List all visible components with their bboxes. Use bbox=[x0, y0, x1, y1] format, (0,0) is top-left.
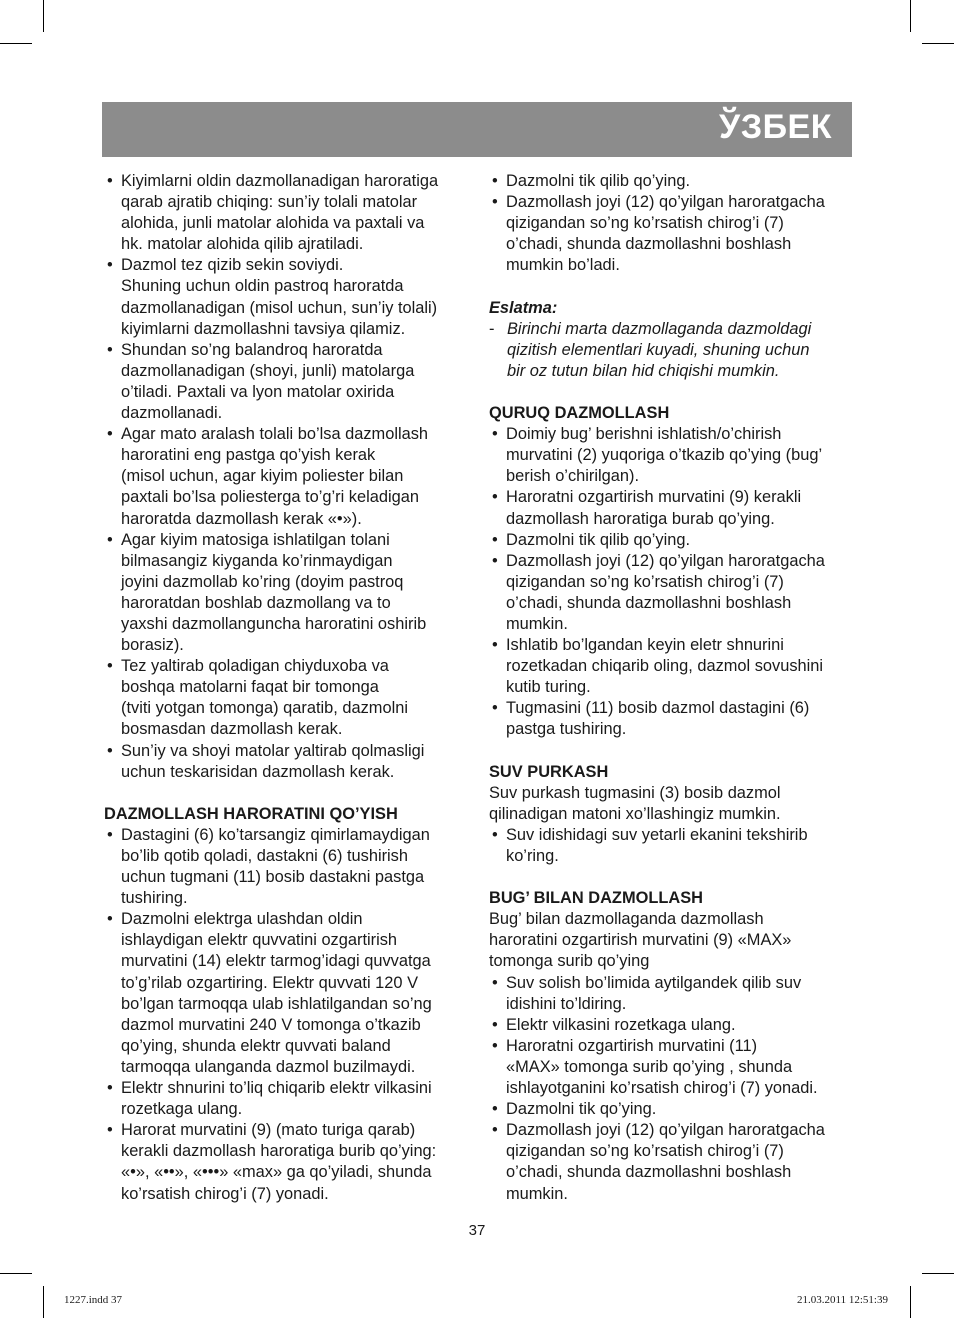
text-line: hk. matolar alohida qilib ajratiladi. bbox=[121, 235, 364, 254]
text-line: haroratda dazmollash kerak «•»). bbox=[121, 509, 362, 528]
text-line: • Harorat murvatini (9) (mato turiga qarab) bbox=[121, 1121, 416, 1140]
text-line: qilinadigan matoni xo’llashingiz mumkin. bbox=[489, 804, 781, 823]
text-line: qizigandan so’ng ko’rsatish chirog’i (7) bbox=[506, 572, 784, 591]
text-line: • Suv solish bo’limida aytilgandek qilib suv bbox=[506, 973, 802, 992]
text-line: berish o’chirilgan). bbox=[506, 467, 640, 486]
text-line: pastga tushiring. bbox=[506, 720, 627, 739]
steam-text bbox=[489, 909, 853, 972]
text-line: borasiz). bbox=[121, 636, 184, 655]
text-line: murvatini (14) elektr tarmog’idagi quvvatga bbox=[121, 952, 431, 971]
file-info: 1227.indd 37 bbox=[64, 1294, 123, 1306]
text-line: • Dastagini (6) ko’tarsangiz qimirlamaydigan bbox=[121, 825, 430, 844]
text-line: o’chadi, shunda dazmollashni boshlash bbox=[506, 235, 792, 254]
text-line: • Dazmollash joyi (12) qo’yilgan haroratgacha bbox=[506, 1121, 825, 1140]
text-line: dazmollanadigan (shoyi, junli) matolarga bbox=[121, 361, 415, 380]
text-line: boshqa matolarni faqat bir tomonga bbox=[121, 678, 379, 697]
text-line: dazmollanadi. bbox=[121, 404, 223, 423]
text-line: - Birinchi marta dazmollaganda dazmoldagi bbox=[507, 319, 812, 338]
print-timestamp: 21.03.2011 12:51:39 bbox=[797, 1294, 888, 1306]
text-line: • Shundan so’ng balandroq haroratda bbox=[121, 340, 383, 359]
text-line: • Sun’iy va shoyi matolar yaltirab qolmasligi bbox=[121, 741, 425, 760]
left-column bbox=[104, 171, 466, 1205]
list-item bbox=[104, 825, 466, 909]
list-item bbox=[489, 1015, 853, 1036]
list-item bbox=[104, 1120, 466, 1204]
text-line: ishlayotganini ko’rsatish chirog’i (7) yonadi. bbox=[506, 1079, 818, 1098]
text-line: alohida, junli matolar alohida va paxtali va bbox=[121, 214, 425, 233]
list-item bbox=[489, 319, 853, 382]
text-line: (misol uchun, agar kiyim poliester bilan bbox=[121, 467, 404, 486]
text-line: bilmasangiz kiyganda ko’rinmaydigan bbox=[121, 551, 393, 570]
text-line: • Elektr shnurini to’liq chiqarib elektr vilkasini bbox=[121, 1079, 432, 1098]
temperature-list bbox=[104, 825, 466, 1205]
text-line: idishini to’ldiring. bbox=[506, 994, 627, 1013]
dry-list bbox=[489, 424, 853, 740]
list-item bbox=[489, 1120, 853, 1204]
list-item bbox=[489, 1036, 853, 1099]
list-item bbox=[489, 424, 853, 487]
list-item bbox=[489, 698, 853, 740]
text-line: «MAX» tomonga surib qo’ying , shunda bbox=[506, 1057, 793, 1076]
text-line: • Dazmollash joyi (12) qo’yilgan haroratgacha bbox=[506, 193, 825, 212]
list-item bbox=[104, 424, 466, 529]
text-line: • Agar mato aralash tolali bo’lsa dazmollash bbox=[121, 425, 429, 444]
section-heading-spray: SUV PURKASH bbox=[489, 762, 609, 781]
note-heading: Eslatma: bbox=[489, 298, 558, 317]
list-item bbox=[104, 171, 466, 255]
list-item bbox=[104, 530, 466, 657]
text-line: • Dazmolni tik qo’ying. bbox=[506, 1100, 657, 1119]
steam-list bbox=[489, 973, 853, 1205]
text-line: haroratini ozgartirish murvatini (9) «MAX» bbox=[489, 931, 792, 950]
crop-mark bbox=[922, 43, 954, 44]
text-line: • Kiyimlarni oldin dazmollanadigan haroratiga bbox=[121, 172, 439, 190]
text-line: Shuning uchun oldin pastroq haroratda bbox=[121, 277, 404, 296]
section-heading-dry: QURUQ DAZMOLLASH bbox=[489, 404, 670, 423]
list-item bbox=[489, 973, 853, 1015]
crop-mark bbox=[922, 1273, 954, 1274]
text-line: • Tez yaltirab qoladigan chiyduxoba va bbox=[121, 657, 389, 676]
text-line: dazmollanadigan (misol uchun, sun’iy tolali) bbox=[121, 298, 438, 317]
crop-mark bbox=[0, 1273, 32, 1274]
text-line: kiyimlarni dazmollashni tavsiya qilamiz. bbox=[121, 319, 406, 338]
text-line: • Tugmasini (11) bosib dazmol dastagini (6) bbox=[506, 699, 810, 718]
text-line: (tviti yotgan tomonga) qaratib, dazmolni bbox=[121, 699, 408, 718]
spray-text bbox=[489, 783, 853, 825]
list-item bbox=[489, 1099, 853, 1120]
text-line: • Haroratni ozgartirish murvatini (9) kerakli bbox=[506, 488, 802, 507]
list-item bbox=[489, 635, 853, 698]
list-item bbox=[489, 551, 853, 635]
text-line: tarmoqqa ulanganda dazmol buzilmaydi. bbox=[121, 1057, 416, 1076]
text-line: bo’lib qotib qoladi, dastakni (6) tushirish bbox=[121, 847, 408, 865]
list-item bbox=[489, 530, 853, 551]
crop-mark bbox=[43, 1286, 44, 1318]
list-item bbox=[104, 1078, 466, 1120]
text-line: • Elektr vilkasini rozetkaga ulang. bbox=[506, 1015, 736, 1034]
text-line: haroratdan boshlab dazmollang va to bbox=[121, 593, 391, 612]
text-line: mumkin. bbox=[506, 614, 568, 633]
text-line: mumkin. bbox=[506, 1184, 568, 1203]
text-line: rozetkaga ulang. bbox=[121, 1100, 243, 1119]
text-line: • Dazmol tez qizib sekin soviydi. bbox=[121, 256, 344, 275]
list-item bbox=[489, 825, 853, 867]
text-line: murvatini (2) yuqoriga o’tkazib qo’ying (bug’ bbox=[506, 446, 823, 465]
text-line: • Dazmollash joyi (12) qo’yilgan haroratgacha bbox=[506, 551, 825, 570]
text-line: qizigandan so’ng ko’rsatish chirog’i (7) bbox=[506, 1142, 784, 1161]
text-line: haroratini eng pastga qo’yish kerak bbox=[121, 446, 376, 465]
note-list bbox=[489, 319, 853, 382]
text-line: bosmasdan dazmollash kerak. bbox=[121, 720, 343, 739]
crop-mark bbox=[910, 1286, 911, 1318]
list-item bbox=[104, 340, 466, 424]
text-line: dazmollash haroratiga burab qo’ying. bbox=[506, 509, 775, 528]
crop-mark bbox=[0, 43, 32, 44]
spray-list bbox=[489, 825, 853, 867]
text-line: o’tiladi. Paxtali va lyon matolar oxirida bbox=[121, 382, 395, 401]
text-line: to’g’rilab ozgartiring. Elektr quvvati 120 V bbox=[121, 973, 419, 992]
text-line: • Agar kiyim matosiga ishlatilgan tolani bbox=[121, 530, 390, 549]
text-line: • Haroratni ozgartirish murvatini (11) bbox=[506, 1036, 758, 1055]
text-line: paxtali bo’lsa poliesterga to’g’ri keladigan bbox=[121, 488, 419, 507]
top-list bbox=[489, 171, 853, 276]
text-line: yaxshi dazmollanguncha haroratini oshirib bbox=[121, 614, 427, 633]
language-title: ЎЗБЕК bbox=[719, 108, 832, 146]
section-heading-steam: BUG’ BILAN DAZMOLLASH bbox=[489, 889, 703, 908]
text-line: • Dazmolni tik qilib qo’ying. bbox=[506, 530, 691, 549]
crop-mark bbox=[910, 0, 911, 32]
list-item bbox=[104, 656, 466, 740]
text-line: kerakli dazmollash haroratiga burib qo’ying: bbox=[121, 1142, 437, 1161]
list-item bbox=[489, 487, 853, 529]
text-line: ko’rsatish chirog’i (7) yonadi. bbox=[121, 1184, 329, 1203]
list-item bbox=[489, 192, 853, 276]
text-line: «•», «••», «•••» «max» ga qo’yiladi, shunda bbox=[121, 1163, 432, 1182]
text-line: o’chadi, shunda dazmollashni boshlash bbox=[506, 593, 792, 612]
text-line: tushiring. bbox=[121, 889, 188, 908]
text-line: dazmol murvatini 240 V tomonga o’tkazib bbox=[121, 1015, 421, 1034]
list-item bbox=[104, 909, 466, 1078]
text-line: Bug’ bilan dazmollaganda dazmollash bbox=[489, 910, 764, 929]
text-line: Suv purkash tugmasini (3) bosib dazmol bbox=[489, 783, 781, 802]
text-line: tomonga surib qo’ying bbox=[489, 952, 650, 971]
list-item bbox=[104, 741, 466, 783]
text-line: kutib turing. bbox=[506, 678, 591, 697]
text-line: • Suv idishidagi suv yetarli ekanini tekshirib bbox=[506, 825, 808, 844]
text-line: qizigandan so’ng ko’rsatish chirog’i (7) bbox=[506, 214, 784, 233]
text-line: bir oz tutun bilan hid chiqishi mumkin. bbox=[507, 361, 780, 380]
text-line: uchun tugmani (11) bosib dastakni pastga bbox=[121, 868, 425, 887]
section-heading-temperature: DAZMOLLASH HARORATINI QO’YISH bbox=[104, 804, 398, 823]
text-line: qarab ajratib chiqing: sun’iy tolali matolar bbox=[121, 193, 418, 212]
text-line: qo’ying, shunda elektr quvvati baland bbox=[121, 1036, 391, 1055]
crop-mark bbox=[43, 0, 44, 32]
text-line: • Ishlatib bo’lgandan keyin eletr shnurini bbox=[506, 636, 784, 655]
text-line: ko’ring. bbox=[506, 847, 559, 865]
text-line: rozetkadan chiqarib oling, dazmol sovushini bbox=[506, 657, 824, 676]
list-item bbox=[489, 171, 853, 192]
text-line: bo’lgan tarmoqqa ulab ishlatilgandan so’ng bbox=[121, 994, 432, 1013]
text-line: mumkin bo’ladi. bbox=[506, 256, 620, 275]
text-line: ishlaydigan elektr quvvatini ozgartirish bbox=[121, 931, 398, 950]
intro-list bbox=[104, 171, 466, 783]
right-column bbox=[489, 171, 853, 1205]
text-line: • Dazmolni elektrga ulashdan oldin bbox=[121, 910, 363, 929]
text-line: • Dazmolni tik qilib qo’ying. bbox=[506, 172, 691, 190]
text-line: joyini dazmollab ko’ring (doyim pastroq bbox=[121, 572, 404, 591]
text-line: • Doimiy bug’ berishni ishlatish/o’chirish bbox=[506, 425, 782, 444]
page-number: 37 bbox=[468, 1222, 486, 1239]
list-item bbox=[104, 255, 466, 339]
text-line: uchun teskarisidan dazmollash kerak. bbox=[121, 762, 395, 781]
text-line: o’chadi, shunda dazmollashni boshlash bbox=[506, 1163, 792, 1182]
text-line: qizitish elementlari kuyadi, shuning uchun bbox=[507, 340, 810, 359]
language-header-bar bbox=[102, 102, 852, 157]
